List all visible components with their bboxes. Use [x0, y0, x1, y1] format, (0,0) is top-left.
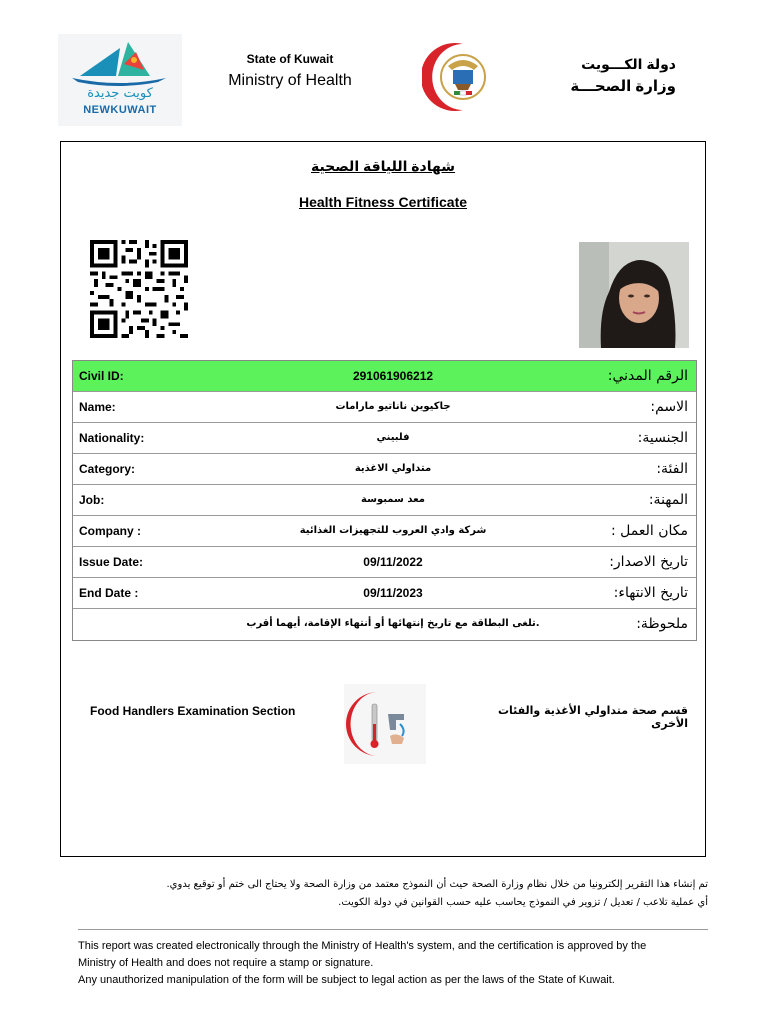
logo-arabic-text: كويت جديدة	[87, 86, 153, 101]
field-label-ar: الاسم:	[650, 399, 688, 415]
table-row-company	[73, 516, 696, 547]
table-row-note	[73, 609, 696, 640]
person-portrait-icon	[579, 242, 689, 348]
food-handlers-section-logo-icon	[344, 684, 426, 764]
field-label-en: Company :	[79, 524, 142, 538]
name-value: جاكيوين ناناتيو مارامات	[335, 401, 451, 412]
field-label-en: Civil ID:	[79, 369, 124, 383]
field-label-ar: تاريخ الاصدار:	[609, 554, 688, 570]
table-row-civil-id	[73, 361, 696, 392]
field-label-en: Job:	[79, 493, 105, 507]
table-row-category	[73, 454, 696, 485]
section-name-en: Food Handlers Examination Section	[90, 704, 296, 718]
job-value: معد سمبوسة	[361, 494, 425, 505]
company-value: شركة وادي العروب للتجهيزات الغذائية	[299, 525, 487, 536]
disclaimer-ar	[140, 876, 708, 912]
field-label-en: Nationality:	[79, 431, 145, 445]
divider	[78, 929, 708, 930]
field-label-en: Name:	[79, 400, 116, 414]
state-ar: دولة الكـــويت	[581, 56, 676, 72]
new-kuwait-logo	[58, 34, 182, 126]
state-en: State of Kuwait	[246, 52, 334, 66]
ministry-en: Ministry of Health	[228, 72, 352, 89]
table-row-name	[73, 392, 696, 423]
field-label-ar: مكان العمل :	[611, 523, 688, 539]
end-date-value: 09/11/2023	[363, 586, 423, 600]
disclaimer-ar-line-1: تم إنشاء هذا التقرير إلكترونيا من خلال نظام وزارة الصحة حيث أن النموذج معتمد من وزارة الصحة ولا يحتاج الى ختم أو توقيع يدوي.	[166, 879, 708, 890]
certificate-table	[72, 360, 697, 641]
field-label-ar: تاريخ الانتهاء:	[613, 585, 688, 601]
holder-photo	[579, 242, 689, 348]
category-value: متداولي الاغذية	[354, 463, 432, 474]
issue-date-value: 09/11/2022	[363, 555, 423, 569]
field-label-en: Issue Date:	[79, 555, 144, 569]
certificate-title-en: Health Fitness Certificate	[298, 194, 468, 210]
field-label-en: Category:	[79, 462, 136, 476]
disclaimer-en-line-2: Ministry of Health and does not require a stamp or signature.	[78, 957, 374, 969]
nationality-value: فلبيني	[376, 432, 410, 443]
field-label-ar: الفئة:	[656, 461, 688, 477]
table-row-issue-date	[73, 547, 696, 578]
qr-code-icon	[88, 240, 190, 338]
kuwait-emblem-icon	[422, 40, 504, 114]
disclaimer-ar-line-2: أي عملية تلاعب / تعديل / تزوير في النموذج يحاسب عليه حسب القوانين في دولة الكويت.	[338, 897, 708, 908]
field-label-en: End Date :	[79, 586, 139, 600]
section-name-ar: قسم صحة متداولي الأغذية والفئات الأخرى	[497, 704, 688, 730]
disclaimer-en-line-1: This report was created electronically through the Ministry of Health's system, and the certification is approved by the	[78, 940, 647, 952]
table-row-nationality	[73, 423, 696, 454]
logo-english-text: NEWKUWAIT	[83, 104, 157, 116]
note-value: .تلغى البطاقة مع تاريخ إنتهائها أو أنتهاء الإقامة، أيهما أقرب	[246, 618, 540, 629]
field-label-ar: المهنة:	[648, 492, 688, 508]
table-row-job	[73, 485, 696, 516]
civil-id-value: 291061906212	[352, 369, 434, 383]
table-row-end-date	[73, 578, 696, 609]
field-label-ar: ملحوظة:	[636, 616, 688, 632]
certificate-title-ar: شهادة اللياقة الصحية	[310, 158, 456, 174]
ministry-ar: وزارة الصحـــة	[570, 78, 676, 95]
field-label-ar: الجنسية:	[637, 430, 688, 446]
disclaimer-en	[78, 938, 708, 989]
new-kuwait-sail-icon	[58, 34, 182, 89]
field-label-ar: الرقم المدني:	[607, 368, 688, 384]
disclaimer-en-line-3: Any unauthorized manipulation of the form will be subject to legal action as per the laws of the State of Kuwait.	[78, 974, 615, 986]
